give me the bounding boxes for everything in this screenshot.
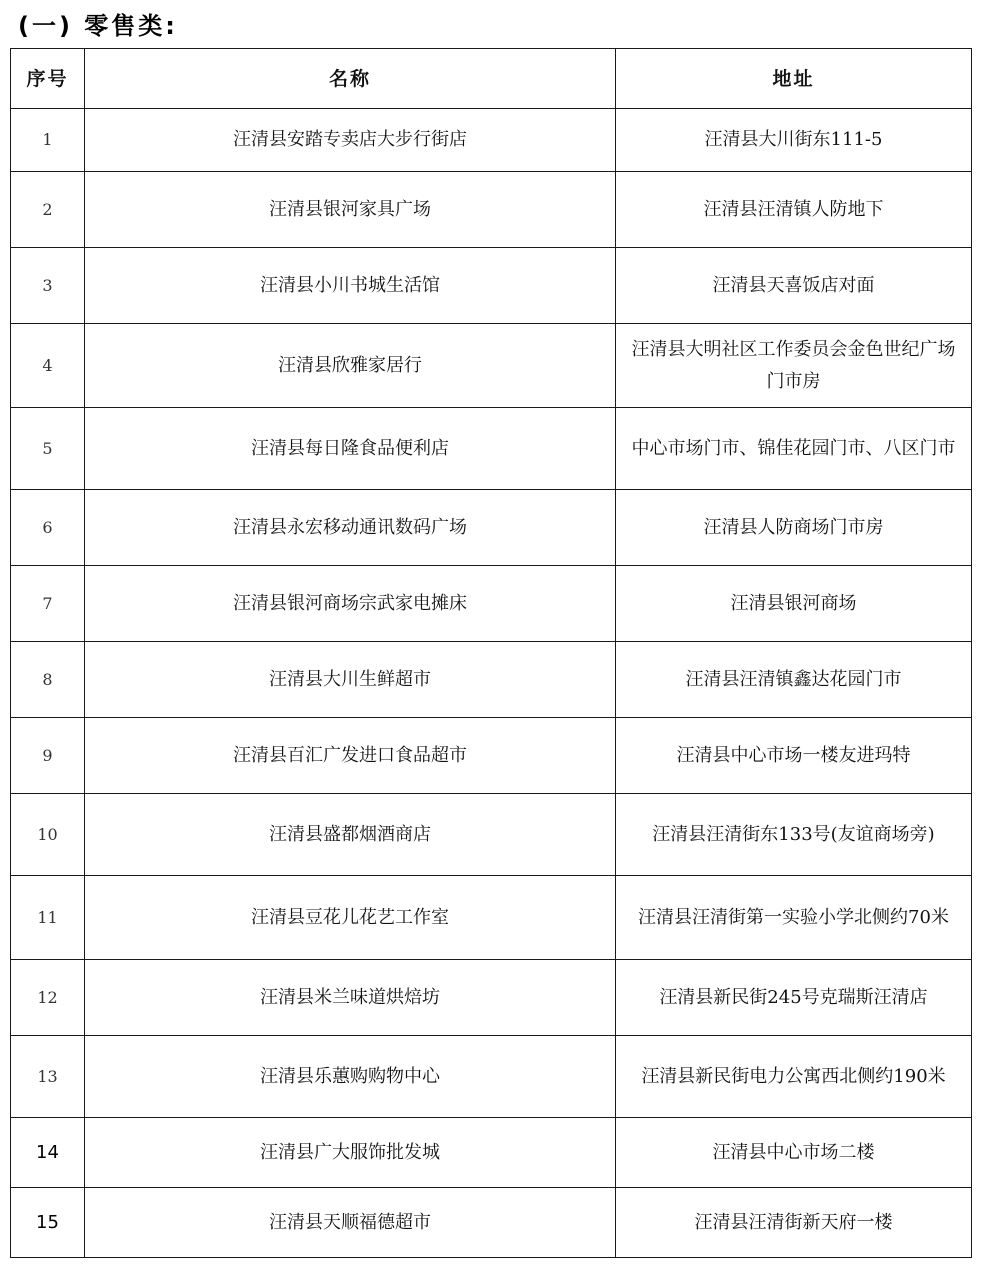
table-row — [11, 1188, 972, 1258]
table-row — [11, 1118, 972, 1188]
table-row — [11, 109, 972, 172]
retail-table — [10, 48, 972, 1258]
row-name: 汪清县永宏移动通讯数码广场 — [85, 490, 616, 566]
row-name: 汪清县银河商场宗武家电摊床 — [85, 566, 616, 642]
header-row — [11, 49, 972, 109]
row-name: 汪清县百汇广发进口食品超市 — [85, 718, 616, 794]
table-row — [11, 324, 972, 408]
row-name: 汪清县盛都烟酒商店 — [85, 794, 616, 876]
row-number: 12 — [11, 960, 85, 1036]
row-number: 6 — [11, 490, 85, 566]
row-address: 汪清县大明社区工作委员会金色世纪广场门市房 — [616, 324, 972, 408]
table-row — [11, 172, 972, 248]
row-address: 汪清县新民街245号克瑞斯汪清店 — [616, 960, 972, 1036]
row-number: 9 — [11, 718, 85, 794]
row-address: 汪清县汪清街新天府一楼 — [616, 1188, 972, 1258]
row-number: 4 — [11, 324, 85, 408]
row-number: 3 — [11, 248, 85, 324]
table-row — [11, 408, 972, 490]
row-name: 汪清县小川书城生活馆 — [85, 248, 616, 324]
row-address: 中心市场门市、锦佳花园门市、八区门市 — [616, 408, 972, 490]
header-address: 地址 — [616, 49, 972, 109]
table-row — [11, 566, 972, 642]
row-number: 2 — [11, 172, 85, 248]
row-name: 汪清县广大服饰批发城 — [85, 1118, 616, 1188]
row-name: 汪清县欣雅家居行 — [85, 324, 616, 408]
row-name: 汪清县天顺福德超市 — [85, 1188, 616, 1258]
row-name: 汪清县大川生鲜超市 — [85, 642, 616, 718]
row-address: 汪清县汪清街东133号(友谊商场旁) — [616, 794, 972, 876]
table-row — [11, 876, 972, 960]
row-number: 8 — [11, 642, 85, 718]
row-name: 汪清县安踏专卖店大步行街店 — [85, 109, 616, 172]
table-row — [11, 960, 972, 1036]
row-number: 15 — [11, 1188, 85, 1258]
row-name: 汪清县每日隆食品便利店 — [85, 408, 616, 490]
row-number: 5 — [11, 408, 85, 490]
table-row — [11, 718, 972, 794]
row-number: 11 — [11, 876, 85, 960]
row-address: 汪清县大川街东111-5 — [616, 109, 972, 172]
row-address: 汪清县中心市场二楼 — [616, 1118, 972, 1188]
table-row — [11, 1036, 972, 1118]
section-heading: (一) 零售类: — [18, 12, 178, 40]
table-row — [11, 490, 972, 566]
header-no: 序号 — [11, 49, 85, 109]
row-address: 汪清县新民街电力公寓西北侧约190米 — [616, 1036, 972, 1118]
row-number: 10 — [11, 794, 85, 876]
row-address: 汪清县天喜饭店对面 — [616, 248, 972, 324]
table-row — [11, 248, 972, 324]
row-address: 汪清县中心市场一楼友进玛特 — [616, 718, 972, 794]
row-address: 汪清县汪清街第一实验小学北侧约70米 — [616, 876, 972, 960]
table-row — [11, 794, 972, 876]
row-name: 汪清县乐蕙购购物中心 — [85, 1036, 616, 1118]
row-address: 汪清县银河商场 — [616, 566, 972, 642]
row-number: 13 — [11, 1036, 85, 1118]
row-address: 汪清县汪清镇人防地下 — [616, 172, 972, 248]
row-address: 汪清县汪清镇鑫达花园门市 — [616, 642, 972, 718]
header-name: 名称 — [85, 49, 616, 109]
row-address: 汪清县人防商场门市房 — [616, 490, 972, 566]
row-name: 汪清县银河家具广场 — [85, 172, 616, 248]
row-number: 14 — [11, 1118, 85, 1188]
row-name: 汪清县豆花儿花艺工作室 — [85, 876, 616, 960]
row-number: 1 — [11, 109, 85, 172]
table-row — [11, 642, 972, 718]
row-number: 7 — [11, 566, 85, 642]
row-name: 汪清县米兰味道烘焙坊 — [85, 960, 616, 1036]
